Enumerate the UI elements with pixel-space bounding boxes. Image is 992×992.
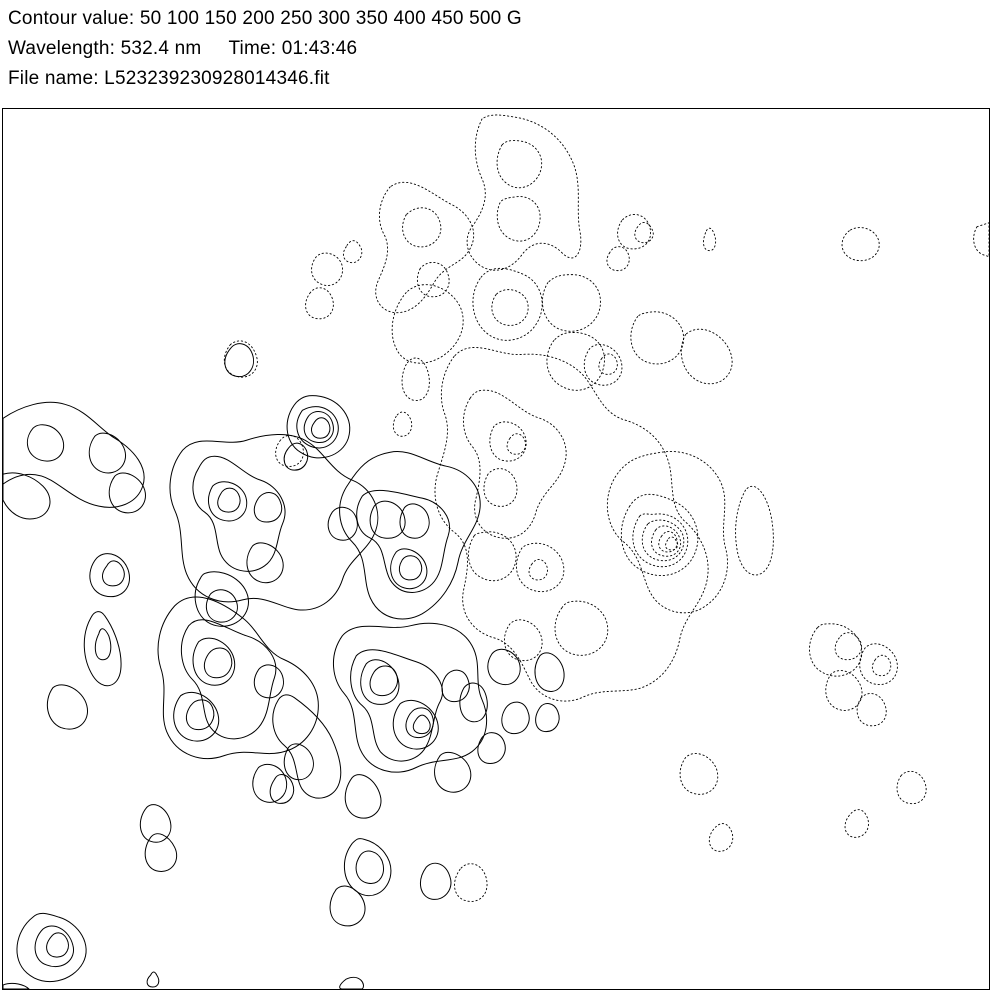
file-name-line: File name: L523239230928014346.fit: [8, 68, 330, 89]
wavelength-time-line: Wavelength: 532.4 nm Time: 01:43:46: [8, 38, 358, 59]
contour-value-line: Contour value: 50 100 150 200 250 300 350 400 450 500 G: [8, 8, 522, 29]
positive-contour-group: [3, 344, 564, 989]
contour-plot-frame: [2, 108, 990, 990]
contour-svg: [3, 109, 989, 989]
header-text-block: [8, 4, 968, 94]
